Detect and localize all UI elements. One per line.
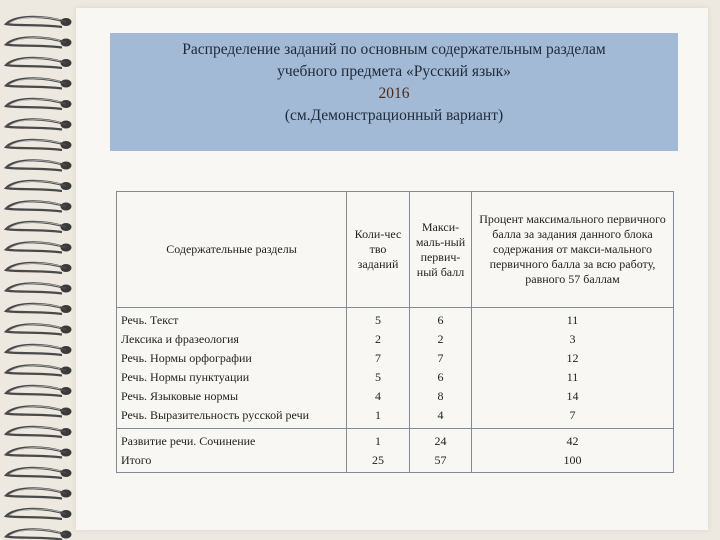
- binding-ring: [6, 37, 66, 47]
- block2-sections: [117, 429, 347, 473]
- max-cell: 7: [437, 351, 444, 365]
- binding-ring: [6, 119, 66, 129]
- block2-percent: [472, 429, 674, 473]
- binding-ring: [6, 160, 66, 170]
- max-cell: 57: [434, 453, 447, 467]
- header-sections: Содержательные разделы: [117, 192, 347, 308]
- max-cell: 2: [437, 332, 444, 346]
- block1-counts: [347, 308, 410, 429]
- max-cell: 4: [437, 408, 444, 422]
- block1-sections: [117, 308, 347, 429]
- percent-cell: 11: [566, 370, 579, 384]
- binding-ring: [6, 468, 66, 478]
- binding-ring: [6, 242, 66, 252]
- section-cell: Речь. Языковые нормы: [121, 389, 239, 403]
- max-cell: 6: [437, 370, 444, 384]
- percent-cell: 12: [566, 351, 579, 365]
- binding-ring: [6, 427, 66, 437]
- binding-ring: [6, 529, 66, 539]
- binding-ring: [6, 345, 66, 355]
- spiral-binding: [0, 0, 84, 540]
- block1-percent: [472, 308, 674, 429]
- count-cell: 2: [375, 332, 381, 346]
- distribution-table: [116, 191, 674, 473]
- block2-counts: [347, 429, 410, 473]
- binding-ring: [6, 447, 66, 457]
- title-box: [110, 33, 678, 151]
- percent-cell: 3: [569, 332, 576, 346]
- header-max-score: Макси-маль-ный первич-ный балл: [410, 192, 472, 308]
- block2-max: [410, 429, 472, 473]
- section-cell: Речь. Выразительность русской речи: [121, 408, 310, 422]
- header-count: Коли-чес тво заданий: [347, 192, 410, 308]
- count-cell: 5: [375, 313, 381, 327]
- percent-cell: 11: [566, 313, 579, 327]
- title-line-2: учебного предмета «Русский язык»: [277, 63, 511, 80]
- binding-ring: [6, 263, 66, 273]
- max-cell: 24: [434, 434, 447, 448]
- count-cell: 1: [375, 408, 381, 422]
- count-cell: 5: [375, 370, 381, 384]
- percent-cell: 7: [569, 408, 576, 422]
- binding-ring: [6, 17, 66, 27]
- binding-ring: [6, 201, 66, 211]
- binding-ring: [6, 324, 66, 334]
- binding-ring: [6, 509, 66, 519]
- binding-ring: [6, 181, 66, 191]
- section-cell: Речь. Нормы пунктуации: [121, 370, 250, 384]
- binding-ring: [6, 304, 66, 314]
- percent-cell: 14: [566, 389, 579, 403]
- max-cell: 8: [437, 389, 444, 403]
- section-cell: Речь. Нормы орфографии: [121, 351, 252, 365]
- binding-ring: [6, 222, 66, 232]
- count-cell: 25: [372, 453, 384, 467]
- title-line-4: (см.Демонстрационный вариант): [284, 107, 504, 124]
- binding-ring: [6, 58, 66, 68]
- binding-ring: [6, 365, 66, 375]
- percent-cell: 42: [566, 434, 579, 448]
- count-cell: 7: [375, 351, 381, 365]
- title-year: 2016: [378, 85, 410, 102]
- header-percent: Процент максимального первичного балла за задания данного блока содержания от макси-мального первичного балла за всю работу, равного 57 баллам: [472, 192, 674, 308]
- table-row-block-1: [117, 308, 674, 429]
- count-cell: 1: [375, 434, 381, 448]
- binding-ring: [6, 406, 66, 416]
- title-line-1: Распределение заданий по основным содержательным разделам: [182, 41, 606, 58]
- table-row-block-2: [117, 429, 674, 473]
- count-cell: 4: [375, 389, 381, 403]
- max-cell: 6: [437, 313, 444, 327]
- section-cell: Лексика и фразеология: [121, 332, 239, 346]
- binding-ring: [6, 386, 66, 396]
- section-cell: Итого: [121, 453, 152, 467]
- binding-ring: [6, 488, 66, 498]
- section-cell: Речь. Текст: [121, 313, 179, 327]
- binding-ring: [6, 283, 66, 293]
- block1-max: [410, 308, 472, 429]
- binding-ring: [6, 99, 66, 109]
- binding-ring: [6, 140, 66, 150]
- percent-cell: 100: [563, 453, 582, 467]
- binding-ring: [6, 78, 66, 88]
- section-cell: Развитие речи. Сочинение: [121, 434, 256, 448]
